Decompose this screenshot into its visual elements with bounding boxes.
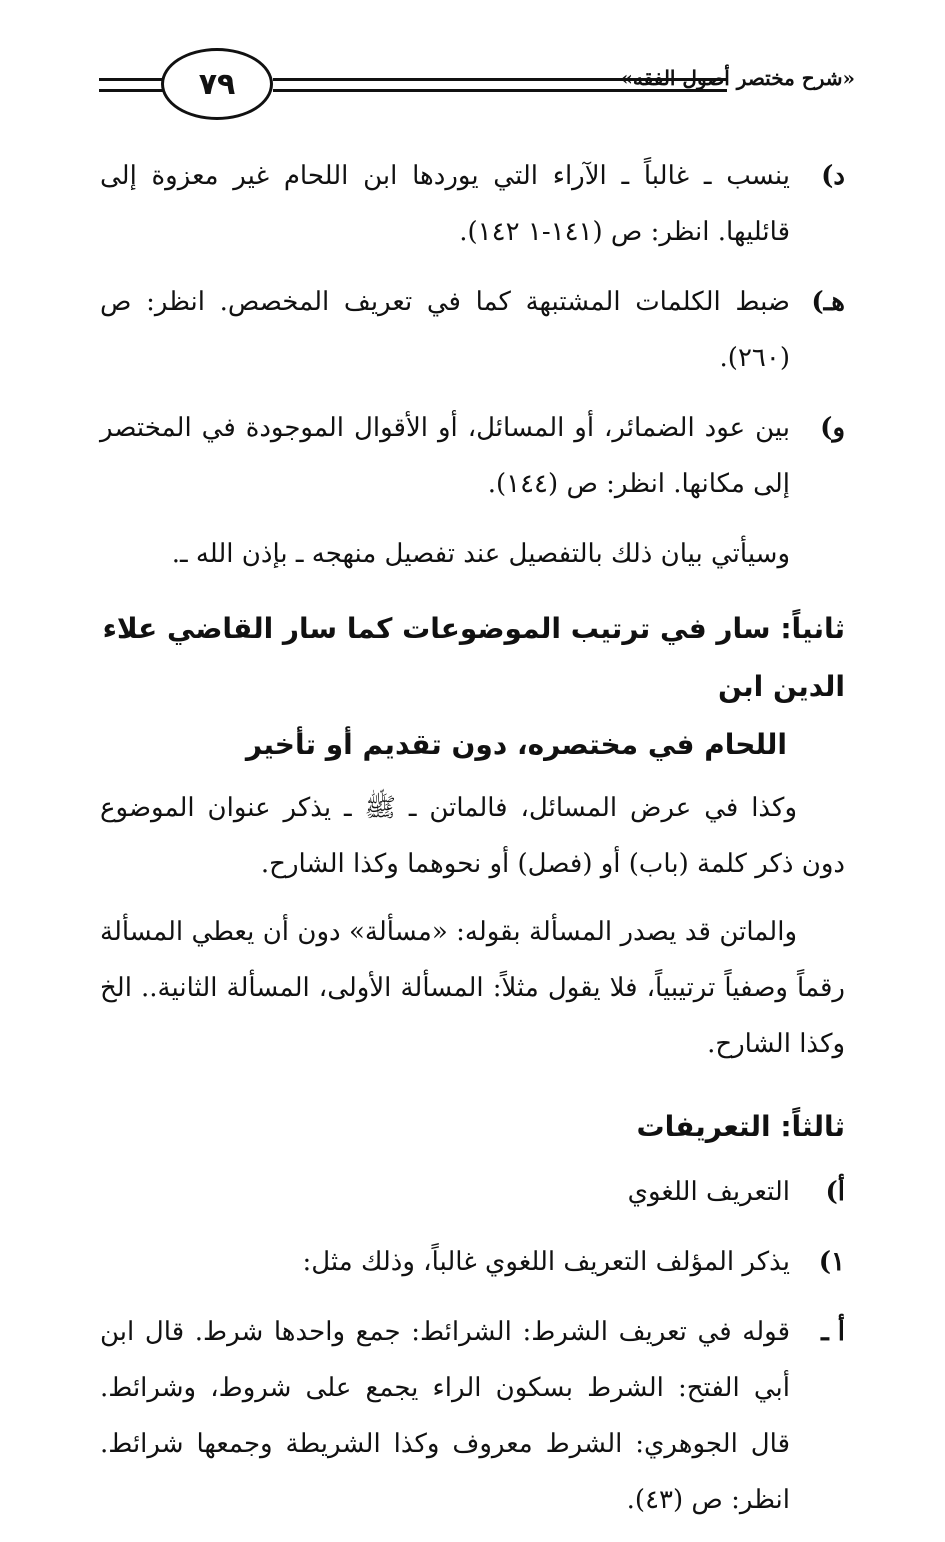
page-number: ٧٩ (161, 48, 273, 120)
note-paragraph: وسيأتي بيان ذلك بالتفصيل عند تفصيل منهجه ـ بإذن الله ـ. (171, 539, 790, 569)
list-item-text: ضبط الكلمات المشتبهة كما في تعريف المخصص. انظر: ص (٢٦٠). (100, 287, 790, 373)
section-two-heading-line2: اللحام في مختصره، دون تقديم أو تأخير (245, 728, 787, 761)
list-item (100, 274, 845, 386)
list-item (100, 148, 845, 260)
section-two-heading (100, 600, 845, 774)
running-title: «شرح مختصر أصول الفقه» (620, 66, 855, 90)
list-item-text: بين عود الضمائر، أو المسائل، أو الأقوال الموجودة في المختصر إلى مكانها. انظر: ص (١٤٤). (100, 413, 790, 499)
list-marker: هـ) (811, 287, 845, 317)
list-item-text: قوله في تعريف الشرط: الشرائط: جمع واحدها شرط. قال ابن أبي الفتح: الشرط بسكون الراء يجمع على شروط، وشرائط. قال الجوهري: الشرط معروف وكذا الشريطة وجمعها شرائط. انظر: ص (٤٣). (100, 1317, 790, 1515)
header-rule-left (99, 78, 167, 92)
list-marker: أ) (825, 1177, 845, 1207)
list-marker: د) (821, 161, 845, 191)
section-two-paragraph-1: وكذا في عرض المسائل، فالماتن ـ ﷺ ـ يذكر عنوان الموضوع دون ذكر كلمة (باب) أو (فصل) أو نحوهما وكذا الشارح. (100, 793, 845, 879)
list-item-text: التعريف اللغوي (627, 1177, 790, 1207)
list-item (100, 400, 845, 512)
page-content (100, 148, 845, 1542)
list-item (100, 1164, 845, 1220)
list-marker: ١) (818, 1247, 845, 1277)
section-two-heading-line1: ثانياً: سار في ترتيب الموضوعات كما سار القاضي علاء الدين ابن (102, 612, 845, 703)
list-item-text: ينسب ـ غالباً ـ الآراء التي يوردها ابن اللحام غير معزوة إلى قائليها. انظر: ص (١٤١-١ ١٤٢). (100, 161, 790, 247)
section-three-heading: ثالثاً: التعريفات (636, 1110, 845, 1143)
section-two-paragraph-2: والماتن قد يصدر المسألة بقوله: «مسألة» دون أن يعطي المسألة رقماً وصفياً ترتيبياً، فلا يقول مثلاً: المسألة الأولى، المسألة الثانية.. الخ وكذا الشارح. (100, 917, 845, 1059)
list-item (100, 1234, 845, 1290)
list-marker: أ ـ (821, 1317, 845, 1347)
list-item (100, 1304, 845, 1528)
list-marker: و) (820, 413, 845, 443)
page-header (95, 40, 855, 135)
list-item-text: يذكر المؤلف التعريف اللغوي غالباً، وذلك مثل: (302, 1247, 790, 1277)
